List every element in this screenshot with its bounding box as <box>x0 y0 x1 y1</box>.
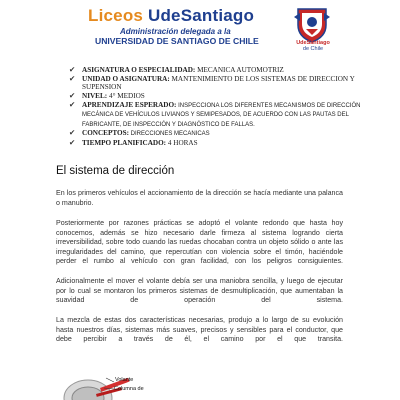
university-name: UNIVERSIDAD DE SANTIAGO DE CHILE <box>95 36 259 46</box>
paragraph-1: En los primeros vehículos el accionamiento de la dirección se hacía mediante una palanca o manubrio. <box>56 189 343 207</box>
logo-part-liceos: Liceos <box>88 6 148 25</box>
page-header <box>0 0 400 60</box>
crest-caption <box>289 40 337 52</box>
paragraph-4: La mezcla de estas dos características necesarias, produjo a lo largo de su evolución hasta nuestros días, sistemas más suaves, precisos y sensibles para el conductor, que debe percibir a través de él, el camino por el que transita. <box>56 316 343 344</box>
crest-name: UdeSantiago <box>296 40 330 46</box>
liceos-logo-text <box>88 6 254 26</box>
info-item-unidad: ✔ UNIDAD O ASIGNATURA: MANTENIMIENTO DE LOS SISTEMAS DE DIRECCION Y SUPENSION <box>69 73 355 92</box>
checkmark-icon: ✔ <box>69 65 76 74</box>
info-item-asignatura: ✔ ASIGNATURA O ESPECIALIDAD: MECANICA AUTOMOTRIZ <box>69 65 284 74</box>
checkmark-icon: ✔ <box>69 73 76 83</box>
steering-system-figure <box>56 368 151 400</box>
section-title: El sistema de dirección <box>56 165 175 177</box>
info-item-tiempo: ✔ TIEMPO PLANIFICADO: 4 HORAS <box>69 138 198 148</box>
checkmark-icon: ✔ <box>69 99 76 109</box>
info-item-nivel: ✔ NIVEL: 4° MEDIOS <box>69 91 145 100</box>
info-item-conceptos: ✔ CONCEPTOS: DIRECCIONES MECANICAS <box>69 128 210 138</box>
paragraph-2: Posteriormente por razones prácticas se adoptó el volante redondo que hasta hoy conocemos, además se hizo necesario darle firmeza al sistema logrando cierta irreversibilidad, sobre todo cuando las ruedas chocaban contra un objeto sólido o ante las irregularidades del camino, que repercutían con violencia sobre el timón, haciéndole perder el rumbo al vehículo con gran facilidad, con los peligros consiguientes. <box>56 219 343 266</box>
crest-country: de Chile <box>302 46 324 52</box>
checkmark-icon: ✔ <box>69 138 76 148</box>
checkmark-icon: ✔ <box>69 128 76 138</box>
steering-wheel-illustration-icon <box>56 368 151 400</box>
logo-part-udesantiago: UdeSantiago <box>147 6 255 25</box>
paragraph-3: Adicionalmente el mover el volante debía ser una maniobra sencilla, y luego de ejecutar por lo cual se montaron los primeros sistemas de desmultiplicación, que aumentaban la suavidad de operación del sistema. <box>56 277 343 305</box>
checkmark-icon: ✔ <box>69 91 76 100</box>
figure-label-columna: Columna de <box>114 386 144 392</box>
university-crest-icon <box>292 7 332 43</box>
info-item-aprendizaje: ✔ APRENDIZAJE ESPERADO: INSPECCIONA LOS DIFERENTES MECANISMOS DE DIRECCIÓN MECÁNICA DE VEHÍCULOS LIVIANOS Y SEMIPESADOS, DE ACUERDO CON LAS PAUTAS DEL FABRICANTE, DE INSPECCIÓN Y DIAGNÓSTICO DE FALLAS. <box>69 99 361 128</box>
course-info-list <box>69 66 369 148</box>
admin-delegated-line: Administración delegada a la <box>120 27 231 36</box>
figure-label-volante: Volante <box>115 377 134 383</box>
